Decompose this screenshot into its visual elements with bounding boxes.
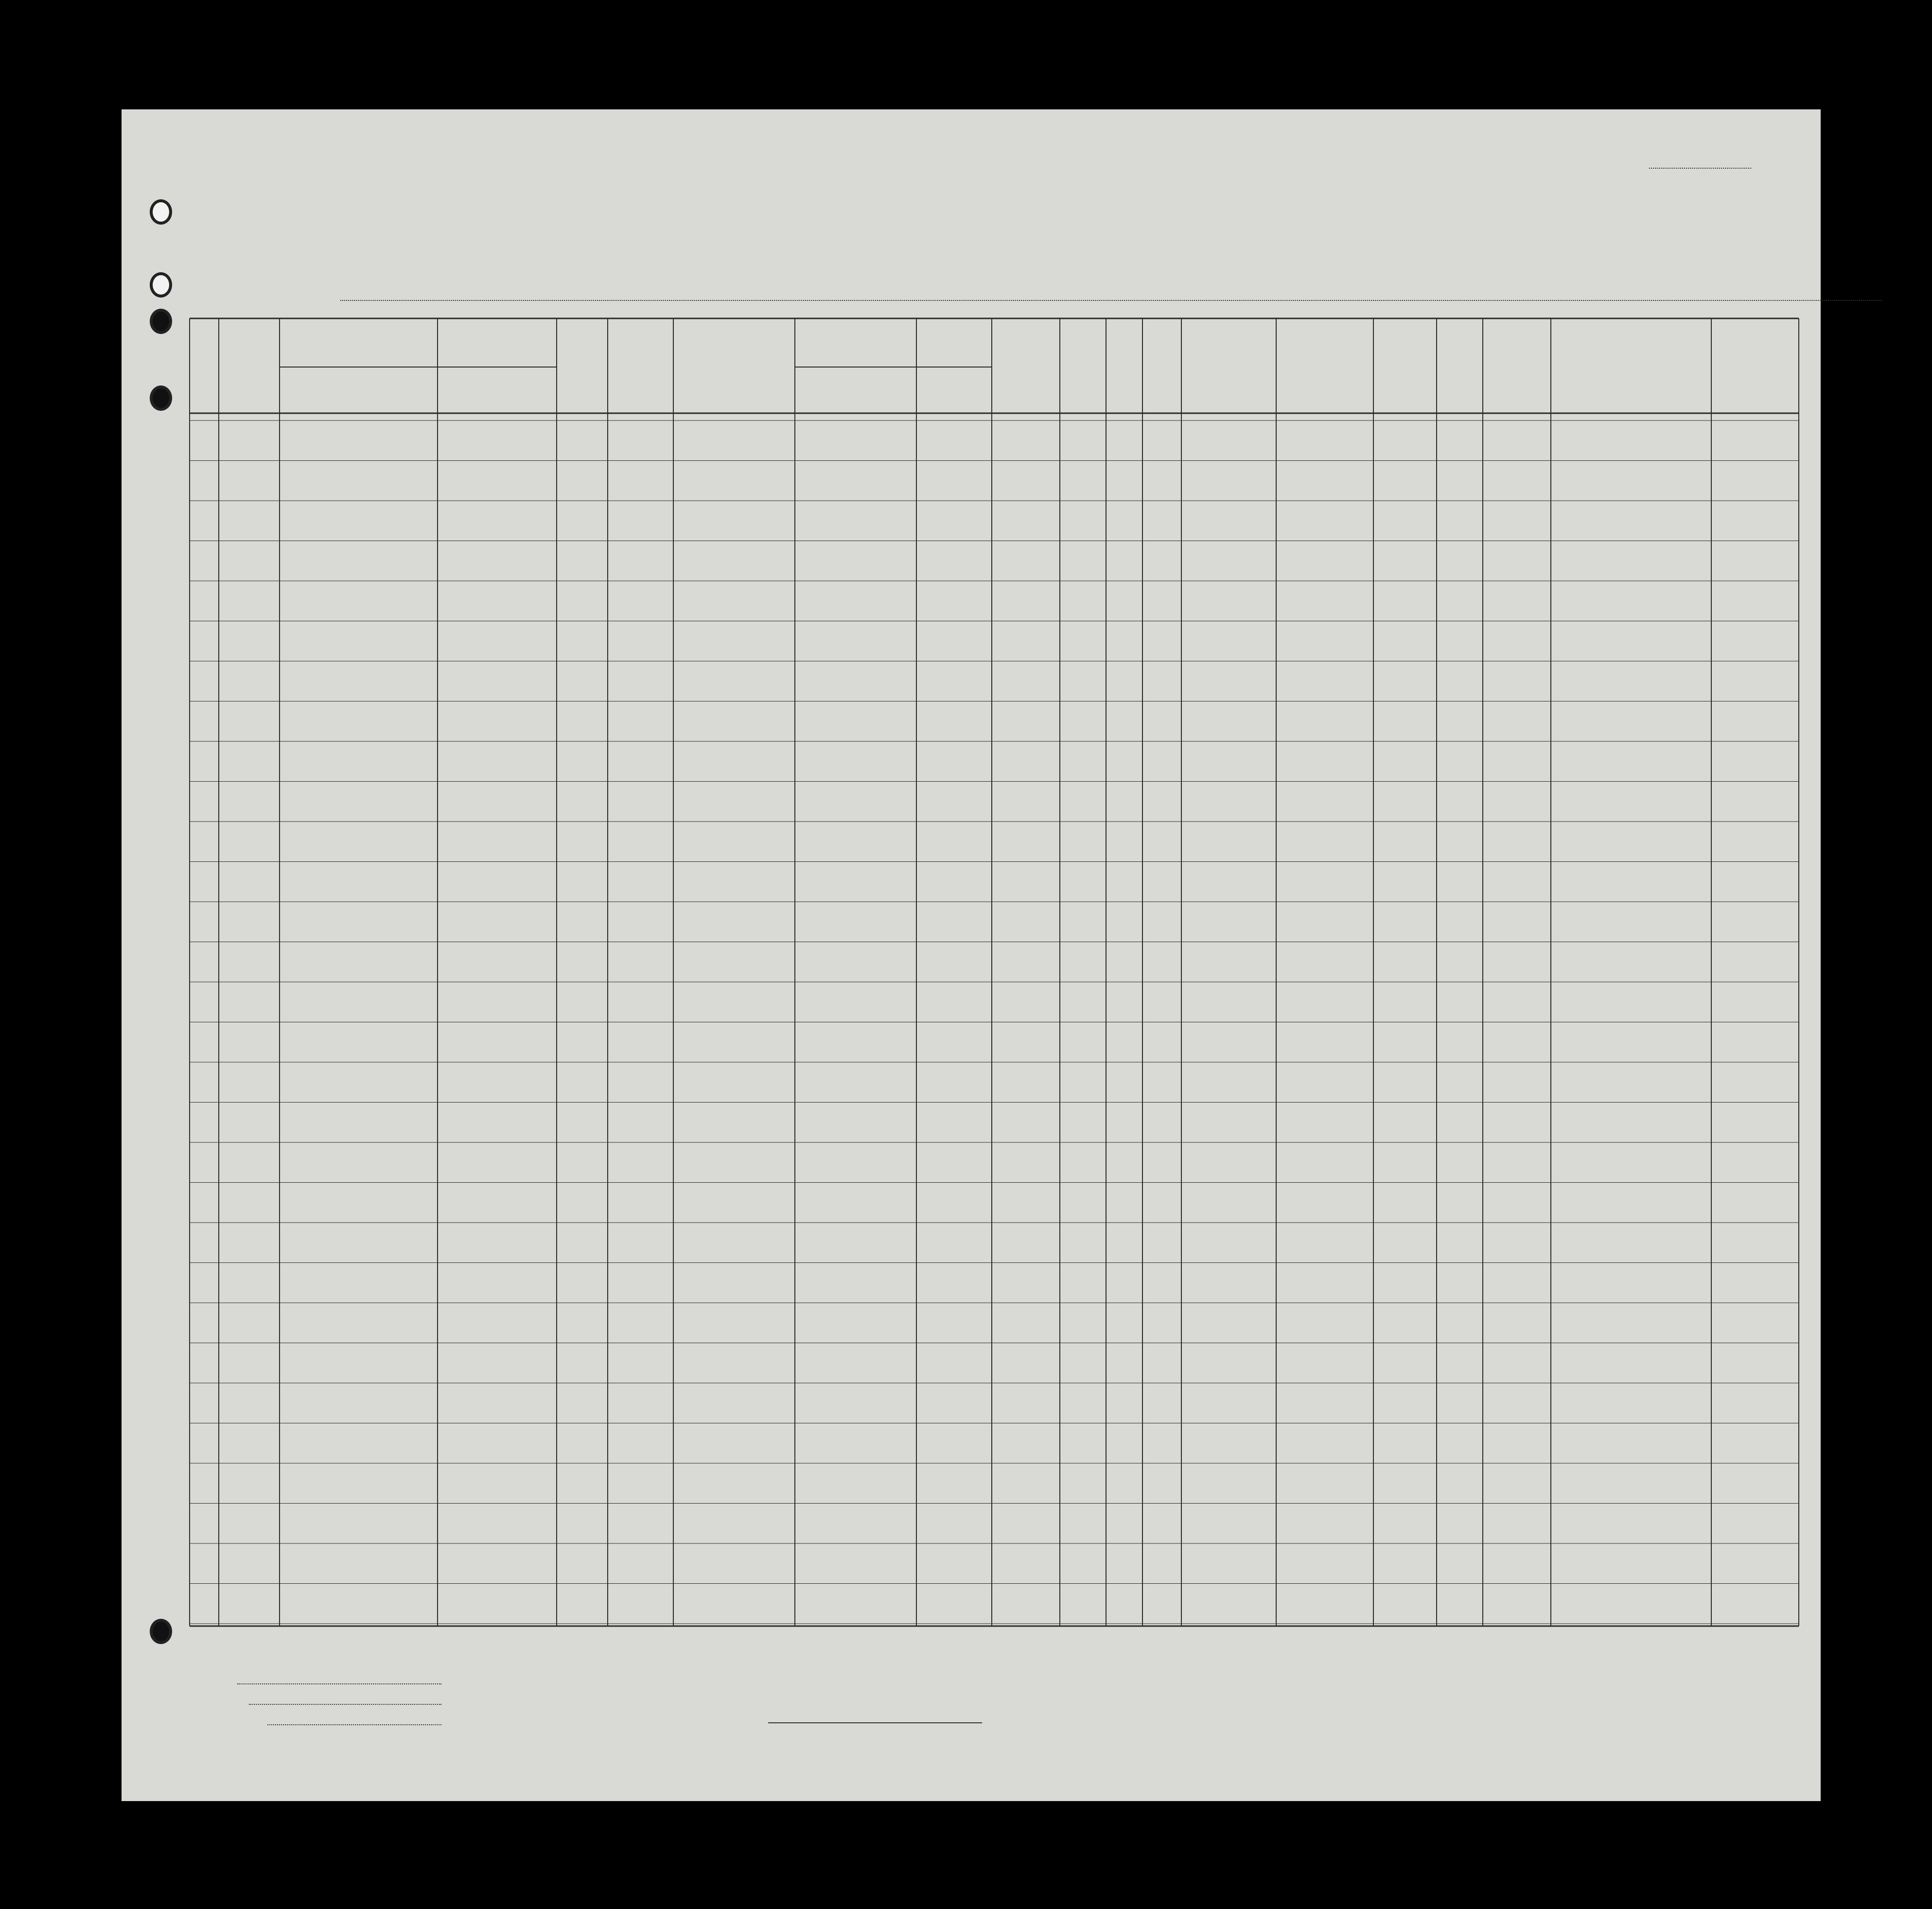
inspector-underline (768, 1722, 982, 1723)
agents-underline (267, 1724, 441, 1725)
owners-underline (249, 1704, 441, 1705)
manifest-sheet (122, 109, 1821, 1801)
table-grid (122, 109, 1821, 1801)
line-underline (237, 1683, 441, 1684)
